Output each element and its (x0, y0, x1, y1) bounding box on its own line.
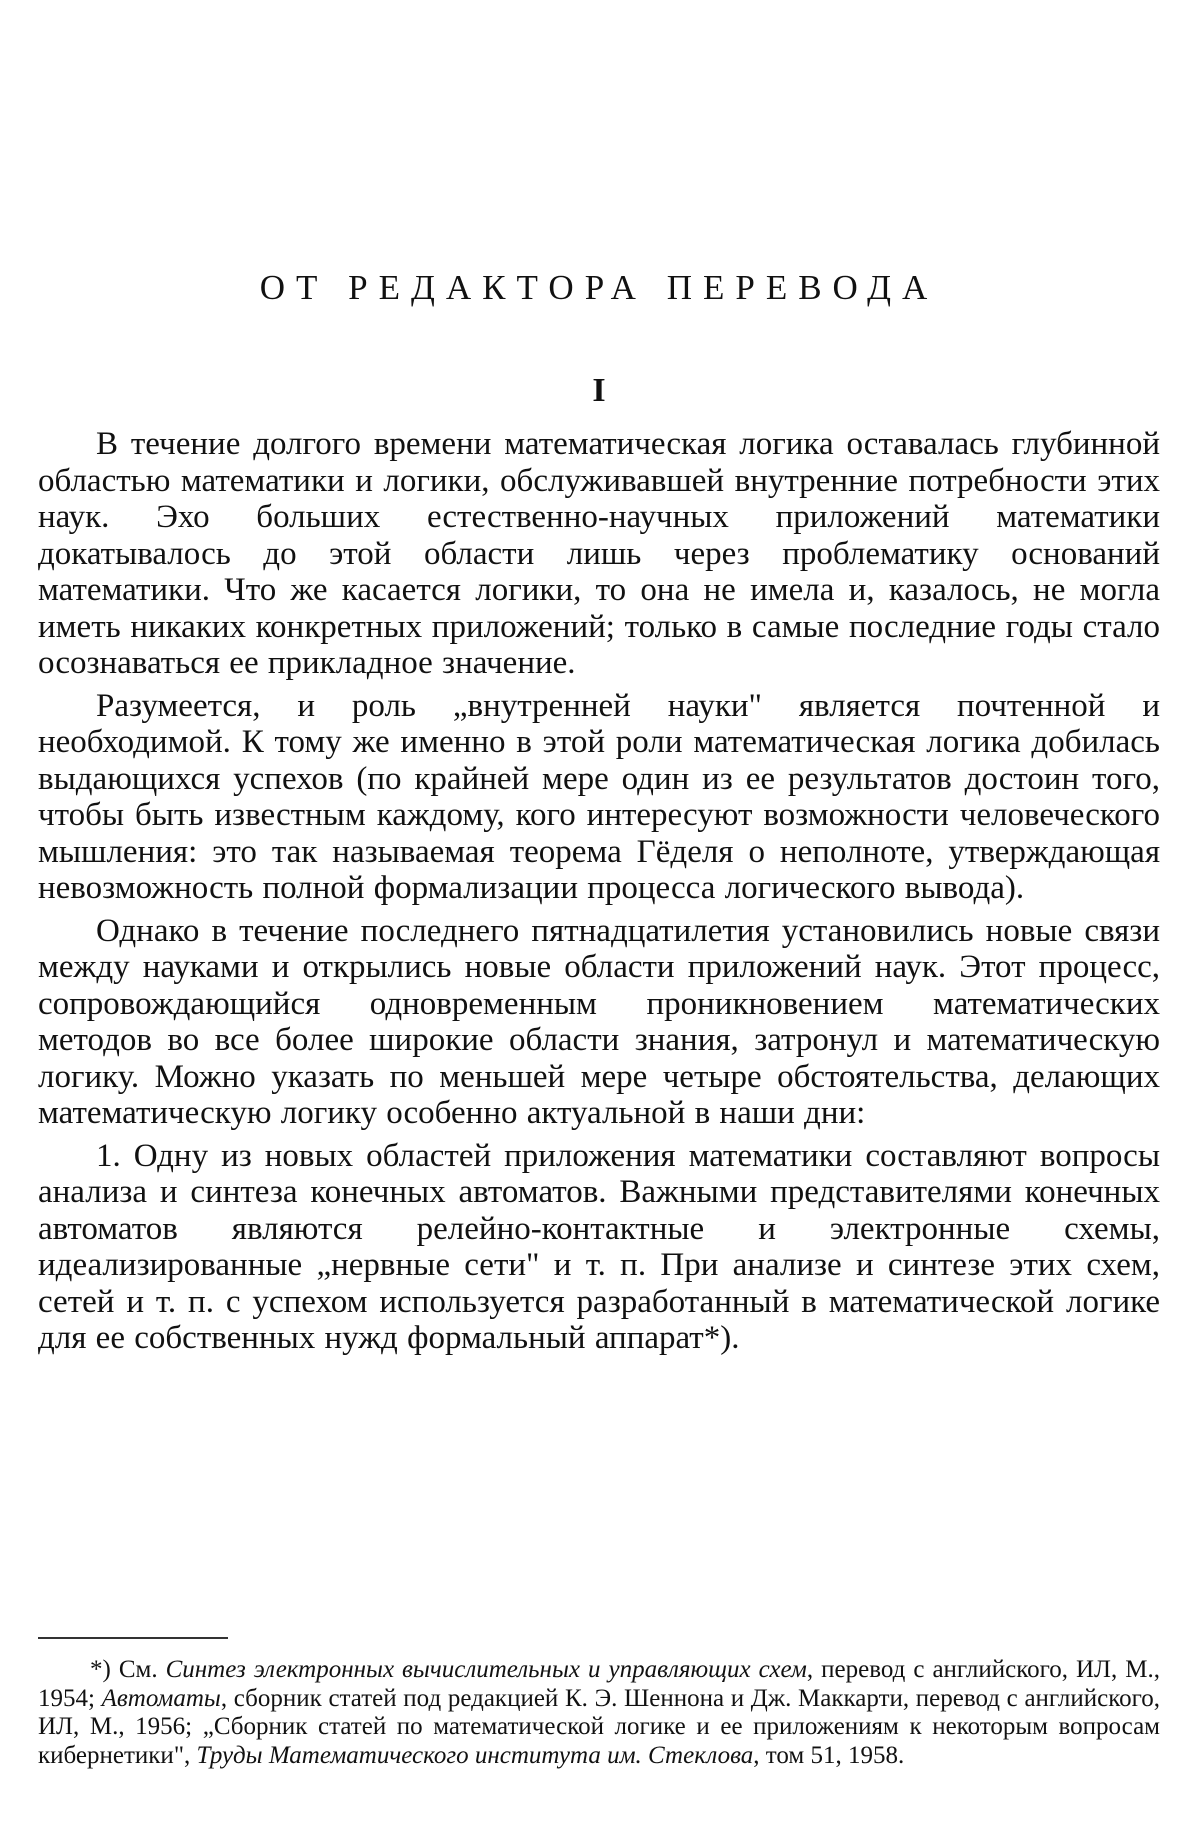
footnote-see: См. (118, 1656, 158, 1683)
footnote-ref2-title: Автоматы (101, 1684, 221, 1712)
footnote-divider (38, 1637, 228, 1639)
footnote-ref2-rest: , сборник статей под редакцией К. Э. Шеннона и Дж. Маккарти, перевод с английского, ИЛ, М., 1956; „Сборник статей по математической логике и ее приложениям к некоторым вопросам кибернетики", (38, 1684, 1160, 1769)
footnote-ref3-title: Труды Математического института им. Стеклова (196, 1741, 754, 1769)
paragraph-2: Разумеется, и роль „внутренней науки" является почтенной и необходимой. К тому же именно в этой роли математическая логика добилась выдающихся успехов (по крайней мере один из ее результатов достоин того, чтобы быть известным каждому, кого интересуют возможности человеческого мышления: это так называемая теорема Гёделя о неполноте, утверждающая невозможность полной формализации процесса логического вывода). (38, 687, 1160, 906)
page-title: ОТ РЕДАКТОРА ПЕРЕВОДА (259, 268, 939, 307)
footnote-ref1-rest: , перевод с английского, ИЛ, М., 1954; (38, 1656, 1160, 1712)
body-text (38, 426, 1160, 1363)
footnote-1 (38, 1656, 1160, 1770)
section-number: I (592, 372, 606, 409)
book-page (38, 0, 1160, 1846)
footnotes (38, 1656, 1160, 1770)
footnote-marker: *) (90, 1656, 111, 1683)
footnote-ref1-title: Синтез электронных вычислительных и управляющих схем (165, 1656, 807, 1683)
paragraph-3: Однако в течение последнего пятнадцатилетия установились новые связи между науками и открылись новые области приложений наук. Этот процесс, сопровождающийся одновременным проникновением математических методов во все более широкие области знания, затронул и математическую логику. Можно указать по меньшей мере четыре обстоятельства, делающих математическую логику особенно актуальной в наши дни: (38, 912, 1160, 1131)
list-item-1: 1. Одну из новых областей приложения математики составляют вопросы анализа и синтеза конечных автоматов. Важными представителями конечных автоматов являются релейно-контактные и электронные схемы, идеализированные „нервные сети" и т. п. При анализе и синтезе этих схем, сетей и т. п. с успехом используется разработанный в математической логике для ее собственных нужд формальный аппарат*). (38, 1137, 1160, 1356)
paragraph-1: В течение долгого времени математическая логика оставалась глубинной областью математики и логики, обслуживавшей внутренние потребности этих наук. Эхо больших естественно-научных приложений математики докатывалось до этой области лишь через проблематику оснований математики. Что же касается логики, то она не имела и, казалось, не могла иметь никаких конкретных приложений; только в самые последние годы стало осознаваться ее прикладное значение. (38, 426, 1160, 681)
footnote-ref3-rest: , том 51, 1958. (753, 1741, 905, 1769)
